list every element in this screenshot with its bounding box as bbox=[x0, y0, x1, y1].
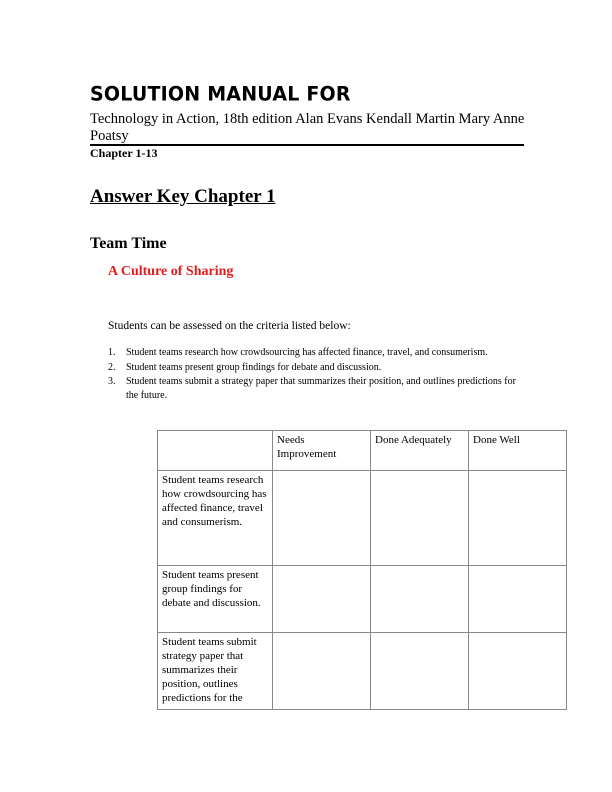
score-cell bbox=[273, 633, 371, 710]
criterion-cell bbox=[158, 633, 273, 710]
list-text: Student teams present group findings for debate and discussion. bbox=[126, 361, 382, 373]
criterion-cell: Student teams research how crowdsourcing has affected finance, travel and consumerism. bbox=[158, 471, 273, 566]
list-item bbox=[108, 361, 528, 375]
criteria-intro: Students can be assessed on the criteria listed below: bbox=[108, 320, 351, 332]
header-cell-done-adequately: Done Adequately bbox=[371, 431, 469, 471]
header-cell-done-well: Done Well bbox=[469, 431, 567, 471]
score-cell bbox=[371, 633, 469, 710]
score-cell bbox=[371, 471, 469, 566]
chapter-range: Chapter 1-13 bbox=[90, 146, 158, 160]
score-cell bbox=[273, 471, 371, 566]
header-cell-blank bbox=[158, 431, 273, 471]
table-row bbox=[158, 566, 567, 633]
list-text: Student teams submit a strategy paper that summarizes their position, and outlines predictions for the future. bbox=[126, 376, 516, 401]
list-item bbox=[108, 346, 528, 360]
score-cell bbox=[371, 566, 469, 633]
table-row bbox=[158, 471, 567, 566]
rubric-table bbox=[157, 430, 567, 710]
criteria-list bbox=[108, 346, 528, 403]
list-number: 2. bbox=[108, 361, 116, 373]
subsection-title: Team Time bbox=[90, 235, 167, 252]
table-header-row bbox=[158, 431, 567, 471]
criterion-cell: Student teams present group findings for debate and discussion. bbox=[158, 566, 273, 633]
book-title: Technology in Action, 18th edition Alan Evans Kendall Martin Mary Anne Poatsy bbox=[90, 111, 525, 144]
list-number: 1. bbox=[108, 347, 116, 358]
score-cell bbox=[273, 566, 371, 633]
section-title: Answer Key Chapter 1 bbox=[90, 186, 276, 207]
header-cell-needs-improvement: Needs Improvement bbox=[273, 431, 371, 471]
criterion-text: Student teams submit strategy paper that summarizes their position, outlines predictions for the bbox=[162, 636, 257, 704]
table-row bbox=[158, 633, 567, 710]
brand-title: SOLUTION MANUAL FOR bbox=[90, 82, 351, 106]
list-text: Student teams research how crowdsourcing has affected finance, travel, and consumerism. bbox=[126, 347, 488, 358]
activity-title: A Culture of Sharing bbox=[108, 264, 234, 279]
score-cell bbox=[469, 566, 567, 633]
score-cell bbox=[469, 471, 567, 566]
list-number: 3. bbox=[108, 376, 116, 387]
list-item bbox=[108, 375, 528, 402]
score-cell bbox=[469, 633, 567, 710]
